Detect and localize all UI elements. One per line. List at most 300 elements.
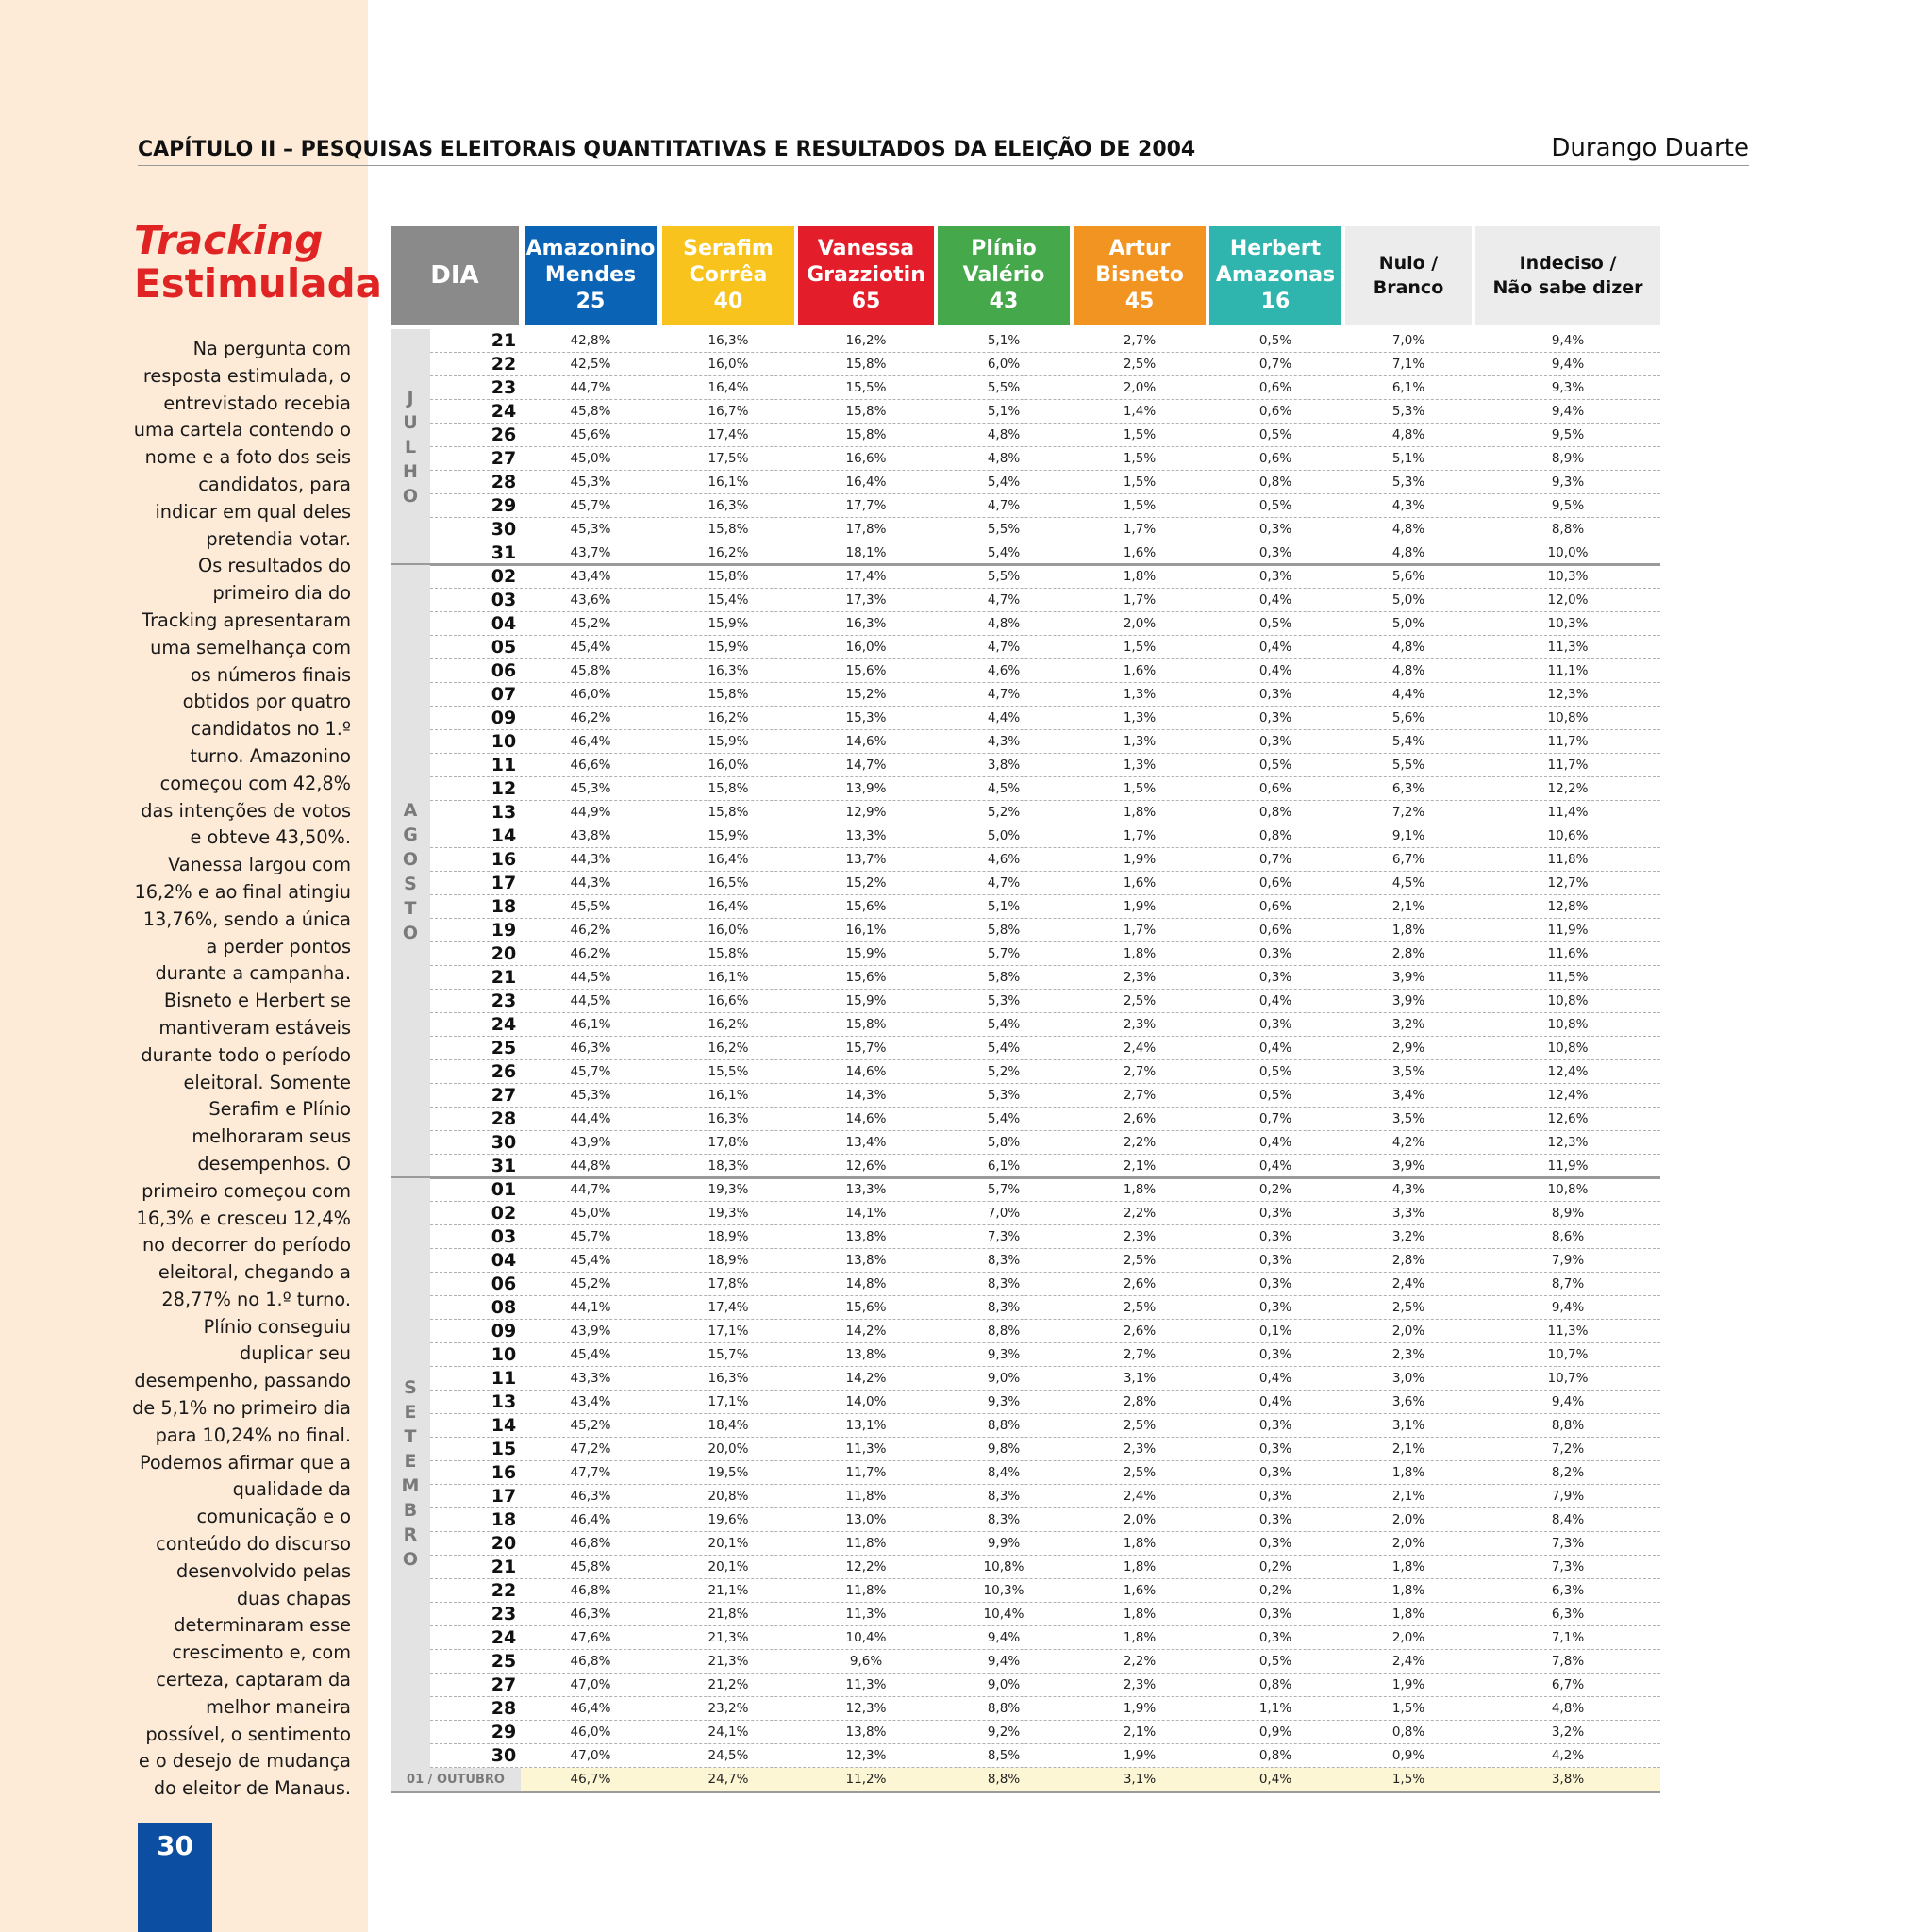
value-cell: 1,8% [1123, 805, 1157, 820]
value-cell: 10,8% [1547, 710, 1589, 725]
table-row [430, 541, 1660, 565]
value-cell: 3,5% [1391, 1111, 1425, 1126]
value-cell: 7,3% [1551, 1536, 1585, 1551]
day-cell: 16 [491, 849, 517, 870]
value-cell: 16,5% [708, 875, 749, 891]
header-text-l2: Corrêa [689, 263, 768, 287]
value-cell: 15,7% [845, 1041, 887, 1056]
header-col-7 [1345, 226, 1472, 325]
value-cell: 1,8% [1123, 946, 1157, 961]
value-cell: 44,3% [570, 875, 611, 891]
value-cell: 8,7% [1551, 1276, 1585, 1291]
value-cell: 2,7% [1123, 333, 1157, 348]
value-cell: 45,7% [570, 498, 611, 513]
value-cell: 1,5% [1123, 498, 1157, 513]
day-cell: 31 [491, 542, 517, 563]
table-row [430, 1579, 1660, 1603]
value-cell: 44,3% [570, 852, 611, 867]
value-cell: 44,4% [570, 1111, 611, 1126]
day-cell: 26 [491, 1061, 517, 1082]
value-cell: 44,5% [570, 970, 611, 985]
value-cell: 15,8% [708, 805, 749, 820]
value-cell: 2,5% [1123, 1465, 1157, 1480]
value-cell: 11,7% [845, 1465, 887, 1480]
value-cell: 7,9% [1551, 1489, 1585, 1504]
value-cell: 1,7% [1123, 923, 1157, 938]
value-cell: 3,1% [1391, 1418, 1425, 1433]
header-text-l3: 45 [1124, 290, 1155, 313]
final-value-cell: 3,1% [1123, 1772, 1157, 1787]
table-row [430, 1296, 1660, 1320]
day-cell: 27 [491, 1674, 517, 1695]
value-cell: 2,5% [1123, 993, 1157, 1008]
value-cell: 1,8% [1391, 1583, 1425, 1598]
value-cell: 9,4% [1551, 357, 1585, 372]
day-cell: 27 [491, 1085, 517, 1106]
value-cell: 2,7% [1123, 1088, 1157, 1103]
value-cell: 4,3% [1391, 498, 1425, 513]
header-text-l1: Vanessa [817, 237, 915, 260]
value-cell: 14,8% [845, 1276, 887, 1291]
value-cell: 46,6% [570, 758, 611, 773]
value-cell: 0,8% [1391, 1724, 1425, 1740]
value-cell: 2,4% [1391, 1654, 1425, 1669]
day-cell: 28 [491, 472, 517, 492]
day-cell: 11 [491, 755, 517, 775]
value-cell: 7,3% [987, 1229, 1021, 1244]
day-cell: 29 [491, 495, 517, 516]
day-cell: 28 [491, 1108, 517, 1129]
value-cell: 13,8% [845, 1229, 887, 1244]
value-cell: 20,0% [708, 1441, 749, 1457]
value-cell: 24,5% [708, 1748, 749, 1763]
header-text-l1: Amazonino [525, 237, 656, 260]
value-cell: 8,5% [987, 1748, 1021, 1763]
value-cell: 20,8% [708, 1489, 749, 1504]
value-cell: 13,7% [845, 852, 887, 867]
header-text-l2: Amazonas [1215, 263, 1336, 287]
table-row [430, 872, 1660, 895]
value-cell: 11,3% [845, 1677, 887, 1692]
table-row [430, 353, 1660, 376]
value-cell: 9,4% [1551, 404, 1585, 419]
value-cell: 2,4% [1123, 1489, 1157, 1504]
value-cell: 10,7% [1547, 1371, 1589, 1386]
value-cell: 45,3% [570, 522, 611, 537]
value-cell: 0,3% [1258, 734, 1292, 749]
day-cell: 20 [491, 943, 517, 964]
final-value-cell: 3,8% [1551, 1772, 1585, 1787]
value-cell: 8,6% [1551, 1229, 1585, 1244]
paragraph-1: Na pergunta com resposta estimulada, o entrevistado recebia uma cartela contendo o nome e a foto dos seis candidatos, para indicar em qual deles pretendia votar. [133, 338, 351, 550]
value-cell: 3,2% [1551, 1724, 1585, 1740]
table-row [430, 612, 1660, 636]
value-cell: 12,3% [1547, 687, 1589, 702]
value-cell: 8,3% [987, 1276, 1021, 1291]
day-cell: 27 [491, 448, 517, 469]
author-name: Durango Duarte [1551, 134, 1749, 162]
value-cell: 4,8% [1391, 522, 1425, 537]
day-cell: 24 [491, 401, 517, 422]
value-cell: 4,4% [1391, 687, 1425, 702]
value-cell: 5,7% [987, 946, 1021, 961]
value-cell: 5,4% [987, 1041, 1021, 1056]
table-row [430, 1744, 1660, 1768]
day-cell: 23 [491, 377, 517, 398]
value-cell: 4,8% [1391, 545, 1425, 560]
value-cell: 15,8% [708, 781, 749, 796]
value-cell: 18,1% [845, 545, 887, 560]
value-cell: 2,8% [1391, 946, 1425, 961]
value-cell: 16,0% [708, 923, 749, 938]
value-cell: 43,3% [570, 1371, 611, 1386]
value-cell: 12,2% [1547, 781, 1589, 796]
table-row [430, 329, 1660, 353]
day-cell: 18 [491, 896, 517, 917]
value-cell: 44,7% [570, 380, 611, 395]
value-cell: 2,1% [1391, 1489, 1425, 1504]
header-text-l1: Artur [1108, 237, 1171, 260]
day-cell: 11 [491, 1368, 517, 1389]
value-cell: 1,4% [1123, 404, 1157, 419]
value-cell: 15,6% [845, 970, 887, 985]
value-cell: 16,6% [845, 451, 887, 466]
header-text-l3: 25 [575, 290, 606, 313]
value-cell: 45,7% [570, 1064, 611, 1079]
table-row [430, 1037, 1660, 1060]
value-cell: 16,1% [845, 923, 887, 938]
value-cell: 9,4% [1551, 333, 1585, 348]
day-cell: 14 [491, 825, 517, 846]
value-cell: 1,8% [1391, 1465, 1425, 1480]
value-cell: 11,8% [845, 1536, 887, 1551]
value-cell: 7,2% [1391, 805, 1425, 820]
value-cell: 13,8% [845, 1253, 887, 1268]
header-col-8 [1475, 226, 1660, 325]
value-cell: 0,5% [1258, 1064, 1292, 1079]
value-cell: 46,4% [570, 1701, 611, 1716]
value-cell: 2,0% [1123, 616, 1157, 631]
value-cell: 4,7% [987, 498, 1021, 513]
value-cell: 13,9% [845, 781, 887, 796]
value-cell: 11,3% [845, 1607, 887, 1622]
value-cell: 2,1% [1123, 1724, 1157, 1740]
value-cell: 9,4% [987, 1654, 1021, 1669]
value-cell: 5,4% [1391, 734, 1425, 749]
day-cell: 31 [491, 1156, 517, 1176]
value-cell: 12,6% [845, 1158, 887, 1174]
value-cell: 1,9% [1123, 1701, 1157, 1716]
table-row [430, 400, 1660, 424]
value-cell: 11,8% [1547, 852, 1589, 867]
value-cell: 8,3% [987, 1300, 1021, 1315]
value-cell: 17,8% [708, 1276, 749, 1291]
value-cell: 0,4% [1258, 993, 1292, 1008]
value-cell: 5,5% [1391, 758, 1425, 773]
header-col-4 [938, 226, 1070, 325]
value-cell: 0,8% [1258, 1748, 1292, 1763]
value-cell: 0,4% [1258, 640, 1292, 655]
value-cell: 5,3% [987, 1088, 1021, 1103]
value-cell: 16,1% [708, 475, 749, 490]
value-cell: 7,1% [1391, 357, 1425, 372]
day-cell: 30 [491, 1132, 517, 1153]
table-row [430, 1131, 1660, 1155]
value-cell: 7,0% [987, 1206, 1021, 1221]
value-cell: 0,8% [1258, 828, 1292, 843]
value-cell: 3,6% [1391, 1394, 1425, 1409]
value-cell: 5,3% [1391, 475, 1425, 490]
value-cell: 44,9% [570, 805, 611, 820]
header-text-l1: Serafim [683, 237, 774, 260]
value-cell: 1,6% [1123, 1583, 1157, 1598]
day-cell: 01 [491, 1179, 517, 1200]
value-cell: 2,3% [1391, 1347, 1425, 1362]
value-cell: 5,5% [987, 569, 1021, 584]
value-cell: 0,3% [1258, 545, 1292, 560]
day-cell: 09 [491, 1321, 517, 1341]
value-cell: 9,0% [987, 1677, 1021, 1692]
value-cell: 5,6% [1391, 569, 1425, 584]
day-cell: 10 [491, 731, 517, 752]
value-cell: 18,3% [708, 1158, 749, 1174]
value-cell: 11,9% [1547, 923, 1589, 938]
value-cell: 1,3% [1123, 734, 1157, 749]
value-cell: 16,1% [708, 1088, 749, 1103]
value-cell: 1,8% [1123, 569, 1157, 584]
value-cell: 9,6% [849, 1654, 883, 1669]
value-cell: 2,6% [1123, 1324, 1157, 1339]
value-cell: 45,8% [570, 404, 611, 419]
value-cell: 3,2% [1391, 1017, 1425, 1032]
value-cell: 16,3% [708, 498, 749, 513]
table-row [430, 683, 1660, 707]
value-cell: 10,4% [983, 1607, 1024, 1622]
value-cell: 7,3% [1551, 1559, 1585, 1574]
value-cell: 6,3% [1391, 781, 1425, 796]
value-cell: 42,8% [570, 333, 611, 348]
value-cell: 0,3% [1258, 946, 1292, 961]
final-value-cell: 8,8% [987, 1772, 1021, 1787]
value-cell: 0,4% [1258, 663, 1292, 678]
day-cell: 19 [491, 920, 517, 941]
value-cell: 6,7% [1391, 852, 1425, 867]
value-cell: 10,8% [983, 1559, 1024, 1574]
value-cell: 13,4% [845, 1135, 887, 1150]
value-cell: 12,0% [1547, 592, 1589, 608]
table-row [430, 636, 1660, 659]
value-cell: 0,5% [1258, 1654, 1292, 1669]
header-text-l2: Mendes [544, 263, 637, 287]
value-cell: 1,9% [1123, 1748, 1157, 1763]
table-row [430, 1225, 1660, 1249]
value-cell: 46,3% [570, 1489, 611, 1504]
value-cell: 0,4% [1258, 1041, 1292, 1056]
value-cell: 10,8% [1547, 1182, 1589, 1197]
value-cell: 12,3% [845, 1701, 887, 1716]
table-row [430, 1697, 1660, 1721]
value-cell: 21,2% [708, 1677, 749, 1692]
value-cell: 43,4% [570, 1394, 611, 1409]
value-cell: 0,4% [1258, 1135, 1292, 1150]
value-cell: 3,0% [1391, 1371, 1425, 1386]
value-cell: 47,2% [570, 1441, 611, 1457]
value-cell: 15,8% [845, 404, 887, 419]
final-value-cell: 46,7% [570, 1772, 611, 1787]
value-cell: 16,7% [708, 404, 749, 419]
value-cell: 11,8% [845, 1583, 887, 1598]
day-cell: 13 [491, 1391, 517, 1412]
value-cell: 13,8% [845, 1347, 887, 1362]
value-cell: 23,2% [708, 1701, 749, 1716]
value-cell: 42,5% [570, 357, 611, 372]
value-cell: 12,3% [1547, 1135, 1589, 1150]
header-text-l1: Indeciso / [1519, 253, 1617, 274]
value-cell: 1,6% [1123, 545, 1157, 560]
day-cell: 24 [491, 1627, 517, 1648]
value-cell: 45,5% [570, 899, 611, 914]
value-cell: 9,1% [1391, 828, 1425, 843]
value-cell: 4,8% [1391, 640, 1425, 655]
header-col-5 [1074, 226, 1206, 325]
value-cell: 15,8% [708, 522, 749, 537]
day-cell: 12 [491, 778, 517, 799]
day-cell: 05 [491, 637, 517, 658]
value-cell: 3,3% [1391, 1206, 1425, 1221]
value-cell: 1,5% [1123, 781, 1157, 796]
value-cell: 5,3% [987, 993, 1021, 1008]
table-row [430, 966, 1660, 990]
day-cell: 14 [491, 1415, 517, 1436]
value-cell: 5,2% [987, 805, 1021, 820]
value-cell: 1,6% [1123, 875, 1157, 891]
value-cell: 9,3% [1551, 380, 1585, 395]
value-cell: 0,7% [1258, 852, 1292, 867]
body-text [132, 336, 351, 1803]
value-cell: 44,8% [570, 1158, 611, 1174]
value-cell: 0,5% [1258, 333, 1292, 348]
value-cell: 0,5% [1258, 498, 1292, 513]
value-cell: 5,4% [987, 475, 1021, 490]
value-cell: 2,7% [1123, 1064, 1157, 1079]
day-cell: 02 [491, 1203, 517, 1224]
value-cell: 3,8% [987, 758, 1021, 773]
value-cell: 19,5% [708, 1465, 749, 1480]
value-cell: 18,9% [708, 1253, 749, 1268]
table-row [430, 730, 1660, 754]
value-cell: 16,3% [845, 616, 887, 631]
value-cell: 0,5% [1258, 758, 1292, 773]
paragraph-3: Podemos afirmar que a qualidade da comunicação e o conteúdo do discurso desenvolvido pelas duas chapas determinaram esse crescimento e, com certeza, captaram da melhor maneira possível, o sentimento e o desejo de mudança do eleitor de Manaus. [138, 1451, 351, 1800]
value-cell: 11,3% [845, 1441, 887, 1457]
table-row [430, 1721, 1660, 1744]
value-cell: 5,4% [987, 1017, 1021, 1032]
value-cell: 2,6% [1123, 1111, 1157, 1126]
value-cell: 21,3% [708, 1630, 749, 1645]
value-cell: 2,2% [1123, 1654, 1157, 1669]
table-row [430, 565, 1660, 589]
value-cell: 0,5% [1258, 1088, 1292, 1103]
value-cell: 10,8% [1547, 993, 1589, 1008]
value-cell: 1,3% [1123, 758, 1157, 773]
value-cell: 3,9% [1391, 1158, 1425, 1174]
value-cell: 2,1% [1123, 1158, 1157, 1174]
day-cell: 24 [491, 1014, 517, 1035]
value-cell: 5,2% [987, 1064, 1021, 1079]
table-row [430, 1320, 1660, 1343]
value-cell: 43,7% [570, 545, 611, 560]
value-cell: 0,9% [1391, 1748, 1425, 1763]
table-row [430, 1674, 1660, 1697]
value-cell: 3,5% [1391, 1064, 1425, 1079]
day-cell: 02 [491, 566, 517, 587]
value-cell: 1,8% [1391, 1607, 1425, 1622]
table-row [430, 424, 1660, 447]
value-cell: 43,6% [570, 592, 611, 608]
value-cell: 14,7% [845, 758, 887, 773]
day-cell: 23 [491, 991, 517, 1011]
value-cell: 4,4% [987, 710, 1021, 725]
value-cell: 5,3% [1391, 404, 1425, 419]
value-cell: 8,2% [1551, 1465, 1585, 1480]
value-cell: 10,0% [1547, 545, 1589, 560]
section-title-line2: Estimulada [134, 260, 382, 307]
value-cell: 0,5% [1258, 427, 1292, 442]
value-cell: 12,6% [1547, 1111, 1589, 1126]
value-cell: 44,7% [570, 1182, 611, 1197]
final-row-bottom-rule [391, 1791, 1660, 1793]
section-title [134, 219, 382, 306]
table-row [430, 1343, 1660, 1367]
value-cell: 15,9% [708, 828, 749, 843]
value-cell: 16,4% [845, 475, 887, 490]
value-cell: 46,4% [570, 1512, 611, 1527]
value-cell: 45,8% [570, 1559, 611, 1574]
value-cell: 1,9% [1391, 1677, 1425, 1692]
value-cell: 2,8% [1391, 1253, 1425, 1268]
value-cell: 46,2% [570, 923, 611, 938]
value-cell: 5,4% [987, 545, 1021, 560]
value-cell: 0,2% [1258, 1559, 1292, 1574]
table-row [430, 1178, 1660, 1202]
value-cell: 4,7% [987, 592, 1021, 608]
value-cell: 1,8% [1123, 1559, 1157, 1574]
value-cell: 2,0% [1123, 1512, 1157, 1527]
value-cell: 46,3% [570, 1041, 611, 1056]
table-row [430, 848, 1660, 872]
value-cell: 0,6% [1258, 923, 1292, 938]
value-cell: 15,8% [845, 357, 887, 372]
value-cell: 4,2% [1391, 1135, 1425, 1150]
value-cell: 15,9% [708, 640, 749, 655]
value-cell: 16,4% [708, 380, 749, 395]
chapter-title: CAPÍTULO II – PESQUISAS ELEITORAIS QUANTITATIVAS E RESULTADOS DA ELEIÇÃO DE 2004 [138, 138, 1196, 161]
table-row [430, 1249, 1660, 1273]
value-cell: 17,5% [708, 451, 749, 466]
value-cell: 19,6% [708, 1512, 749, 1527]
value-cell: 7,8% [1551, 1654, 1585, 1669]
day-cell: 03 [491, 1226, 517, 1247]
value-cell: 16,0% [708, 357, 749, 372]
day-cell: 08 [491, 1297, 517, 1318]
value-cell: 2,5% [1123, 1418, 1157, 1433]
value-cell: 16,2% [708, 710, 749, 725]
value-cell: 20,1% [708, 1536, 749, 1551]
value-cell: 0,3% [1258, 1206, 1292, 1221]
value-cell: 2,3% [1123, 1441, 1157, 1457]
value-cell: 8,9% [1551, 1206, 1585, 1221]
header-text-l2: Bisneto [1095, 263, 1184, 287]
